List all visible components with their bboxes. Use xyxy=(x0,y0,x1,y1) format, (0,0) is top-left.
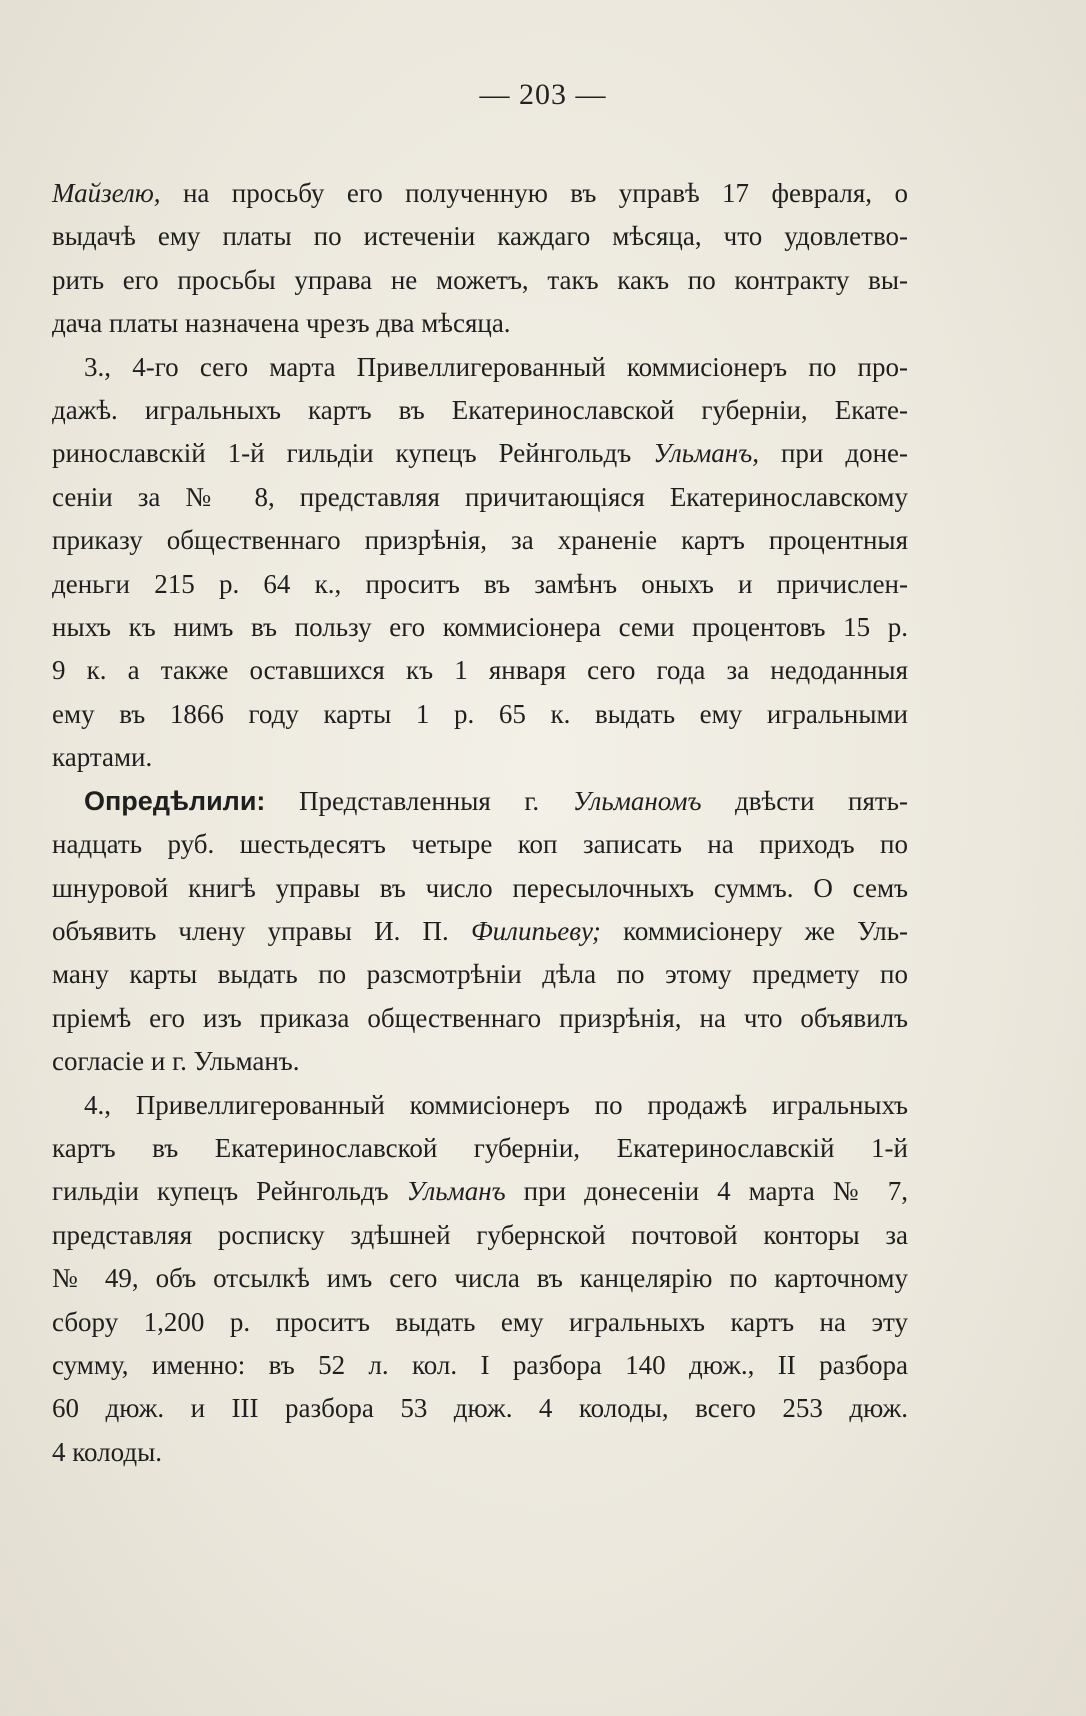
text-run: 3., 4-го сего марта Привеллигерованный коммисіонеръ по про- xyxy=(84,351,908,382)
text-run: сеніи за № 8, представляя причитающіяся Екатеринославскому xyxy=(52,481,908,512)
italic-name: Ульманъ xyxy=(406,1176,506,1207)
text-run: дажѣ. игральныхъ картъ въ Екатеринославской губерніи, Екате- xyxy=(52,395,908,426)
text-line xyxy=(52,432,908,475)
text-line xyxy=(52,649,908,692)
text-line xyxy=(52,1214,908,1257)
text-line xyxy=(52,606,908,649)
text-run: 9 к. а также оставшихся къ 1 января сего года за недоданныя xyxy=(52,655,908,686)
text-run: дача платы назначена чрезъ два мѣсяца. xyxy=(52,308,511,339)
text-run: двѣсти пять- xyxy=(701,785,908,816)
text-run: приказу общественнаго призрѣнія, за храненіе картъ процентныя xyxy=(52,525,908,556)
text-line xyxy=(52,215,908,258)
text-line xyxy=(52,1344,908,1387)
text-line xyxy=(52,476,908,519)
text-line xyxy=(52,1084,908,1127)
text-run: ману карты выдать по разсмотрѣніи дѣла по этому предмету по xyxy=(52,959,908,990)
text-line xyxy=(52,693,908,736)
resolution-heading: Опредѣлили: xyxy=(84,785,266,816)
text-run: шнуровой книгѣ управы въ число пересылочныхъ суммъ. О семъ xyxy=(52,872,908,903)
text-line xyxy=(52,953,908,996)
text-run: сумму, именно: въ 52 л. кол. I разбора 140 дюж., II разбора xyxy=(52,1349,908,1380)
text-line xyxy=(52,1170,908,1213)
text-run: на просьбу его полученную въ управѣ 17 февраля, о xyxy=(160,178,908,208)
text-line xyxy=(52,1301,908,1344)
text-run: согласіе и г. Ульманъ. xyxy=(52,1046,300,1077)
text-line xyxy=(52,867,908,910)
text-run: 4 колоды. xyxy=(52,1436,162,1467)
text-line xyxy=(52,259,908,302)
text-run: 60 дюж. и III разбора 53 дюж. 4 колоды, всего 253 дюж. xyxy=(52,1393,908,1424)
text-line xyxy=(52,910,908,953)
text-run: объявить члену управы И. П. xyxy=(52,915,471,946)
text-line xyxy=(52,302,908,345)
text-line xyxy=(52,997,908,1040)
text-line xyxy=(52,519,908,562)
text-run: № 49, объ отсылкѣ имъ сего числа въ канцелярію по карточному xyxy=(52,1263,908,1294)
body-text xyxy=(52,172,908,1474)
text-line xyxy=(52,1257,908,1300)
italic-name: Ульманомъ xyxy=(572,785,702,816)
text-line xyxy=(52,736,908,779)
text-run: рить его просьбы управа не можетъ, такъ какъ по контракту вы- xyxy=(52,264,908,295)
text-run: деньги 215 р. 64 к., проситъ въ замѣнъ оныхъ и причислен- xyxy=(52,568,908,599)
text-line xyxy=(52,346,908,389)
text-run: картами. xyxy=(52,742,153,773)
text-run: при доне- xyxy=(758,438,909,469)
text-line xyxy=(52,563,908,606)
text-run: выдачѣ ему платы по истеченіи каждаго мѣсяца, что удовлетво- xyxy=(52,221,908,252)
italic-name: Ульманъ, xyxy=(653,438,759,469)
text-line xyxy=(52,780,908,823)
text-line xyxy=(52,1127,908,1170)
text-run: надцать руб. шестьдесятъ четыре коп записать на приходъ по xyxy=(52,829,908,860)
text-line xyxy=(52,389,908,432)
page-number: — 203 — xyxy=(479,78,607,111)
text-run: гильдіи купецъ Рейнгольдъ xyxy=(52,1176,407,1207)
text-run: коммисіонеру же Уль- xyxy=(600,915,908,946)
italic-name: Майзелю, xyxy=(52,178,161,208)
text-run: ему въ 1866 году карты 1 р. 65 к. выдать ему игральными xyxy=(52,698,908,729)
text-run: Представленныя г. xyxy=(265,785,573,816)
text-run: 4., Привеллигерованный коммисіонеръ по продажѣ игральныхъ xyxy=(84,1089,908,1120)
text-line xyxy=(52,172,908,215)
text-run: ринославскій 1-й гильдіи купецъ Рейнгольдъ xyxy=(52,438,654,469)
text-run: сбору 1,200 р. проситъ выдать ему игральныхъ картъ на эту xyxy=(52,1306,908,1337)
text-line xyxy=(52,1431,908,1474)
text-run: представляя росписку здѣшней губернской почтовой конторы за xyxy=(52,1219,908,1250)
text-run: картъ въ Екатеринославской губерніи, Екатеринославскій 1-й xyxy=(52,1132,908,1163)
text-line xyxy=(52,1387,908,1430)
text-line xyxy=(52,823,908,866)
italic-name: Филипьеву; xyxy=(470,915,601,946)
text-run: ныхъ къ нимъ въ пользу его коммисіонера семи процентовъ 15 р. xyxy=(52,612,908,643)
text-run: при донесеніи 4 марта № 7, xyxy=(505,1176,909,1207)
text-run: пріемѣ его изъ приказа общественнаго призрѣнія, на что объявилъ xyxy=(52,1002,908,1033)
text-line xyxy=(52,1040,908,1083)
